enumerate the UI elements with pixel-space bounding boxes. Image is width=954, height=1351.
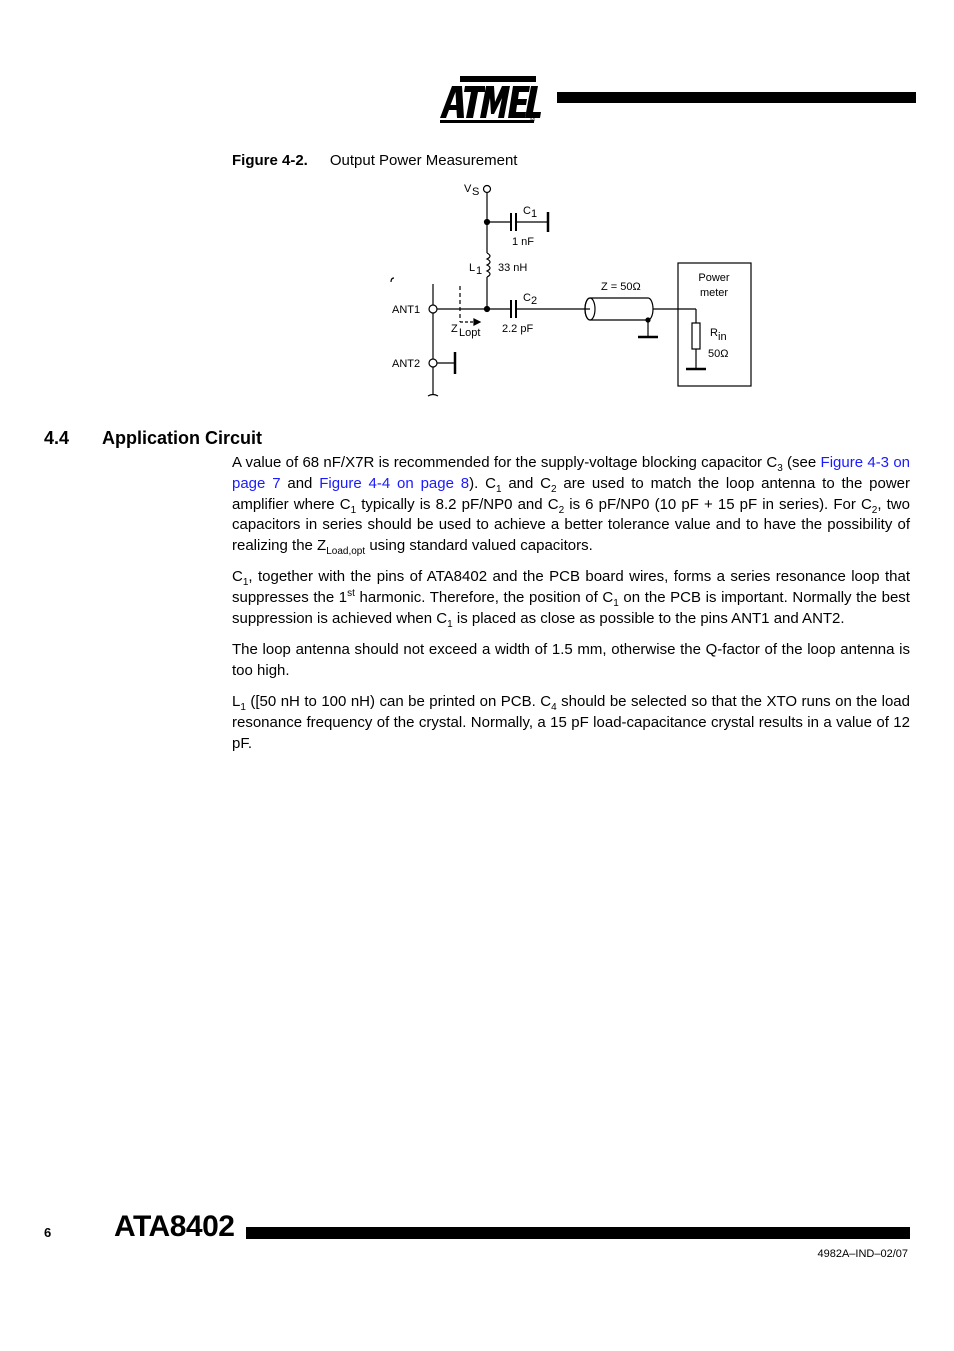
document-reference: 4982A–IND–02/07 [817,1248,908,1260]
p4-sub-2: 4 [551,702,557,714]
section-number: 4.4 [44,428,70,448]
vs-label-sub: S [472,186,480,198]
figure-title: Output Power Measurement [329,152,518,169]
p1-sub-3: 2 [551,483,557,495]
p2-sub-2: 1 [613,598,619,610]
paragraph-4 [232,692,910,754]
p1-text-6: are used to match the loop antenna to the power amplifier where C [232,474,911,513]
atmel-logo [438,72,542,124]
p1-sub-1: 3 [777,463,783,474]
page-number: 6 [44,1225,52,1240]
p2-text-4: on the PCB is important. Normally the best suppression is achieved when C [232,589,910,628]
l1-label: L [469,262,476,274]
p4-text-1: L [232,693,241,711]
p1-text-3: and [280,474,320,492]
p4-sub-1: 1 [240,702,246,714]
document-title: ATA8402 [114,1210,235,1243]
zlopt-label-sub: Lopt [459,327,481,339]
p1-sub-7: Load,opt [326,546,366,558]
p1-sub-4: 1 [350,504,357,516]
figure-caption [232,152,517,169]
c1-label-sub: 1 [531,208,538,220]
figure-4-4-link[interactable]: Figure 4-4 on page 8 [319,474,470,492]
output-power-circuit-diagram [380,178,760,400]
figure-4-3-link[interactable]: Figure 4-3 on page 7 [232,454,911,492]
c2-label-sub: 2 [531,295,538,307]
p4-text-2: ([50 nH to 100 nH) can be printed on PCB. C [245,693,552,711]
l1-value: 33 nH [498,262,528,274]
zlopt-label: Z [451,323,458,335]
p1-sub-5: 2 [558,504,565,516]
footer-bar [246,1227,910,1239]
p2-text-5: is placed as close as possible to the pins ANT1 and ANT2. [452,610,845,628]
body-text [232,453,910,765]
p2-sub-3: 1 [447,619,453,631]
c2-value: 2.2 pF [502,323,534,335]
section-heading [44,428,262,449]
cable-impedance-label: Z = 50Ω [601,281,641,293]
p1-sub-2: 1 [495,483,502,495]
c1-label: C [523,205,531,217]
p1-text-7: typically is 8.2 pF/NP0 and C [356,495,559,513]
power-meter-label-line2: meter [699,287,729,299]
p1-text-1: A value of 68 nF/X7R is recommended for the supply-voltage blocking capacitor C [232,454,778,471]
section-title: Application Circuit [102,428,263,448]
p2-text-1: C [232,568,243,586]
p1-text-9: , two capacitors in series should be used to achieve a better tolerance value and to have the possibility of realizing the Z [232,495,910,555]
l1-label-sub: 1 [476,265,483,277]
paragraph-2 [232,567,910,629]
p1-sub-6: 2 [871,504,878,516]
registered-mark: ® [530,117,536,124]
p1-text-2: (see [782,454,821,471]
p2-text-3: harmonic. Therefore, the position of C [354,589,614,607]
c1-value: 1 nF [512,236,535,248]
figure-label: Figure 4-2. [232,152,308,169]
paragraph-3: The loop antenna should not exceed a width of 1.5 mm, otherwise the Q-factor of the loop antenna is too high. [232,641,910,680]
p1-text-8: is 6 pF/NP0 (10 pF + 15 pF in series). For C [564,495,872,513]
ant1-label: ANT1 [392,304,421,316]
logo-graphic [440,76,541,123]
rin-label-sub: in [718,331,727,343]
p1-text-5: and C [501,474,552,492]
p1-text-4: ). C [469,474,496,492]
p1-text-10: using standard valued capacitors. [365,537,593,555]
p2-sup-1: st [347,588,355,600]
ant2-label: ANT2 [392,358,421,370]
header-bar [557,92,916,103]
power-meter-label-line1: Power [698,272,730,284]
p4-text-3: should be selected so that the XTO runs on the load resonance frequency of the crystal. Normally, a 15 pF load-capacitance crystal results in a value of 12 pF. [232,693,910,753]
p2-sub-1: 1 [242,577,249,589]
vs-label: V [464,183,472,195]
rin-value: 50Ω [708,348,729,360]
rin-label: R [710,327,718,339]
paragraph-1 [232,453,910,557]
p2-text-2: , together with the pins of ATA8402 and the PCB board wires, forms a series resonance loop that suppresses the 1 [232,568,910,607]
c2-label: C [523,292,531,304]
